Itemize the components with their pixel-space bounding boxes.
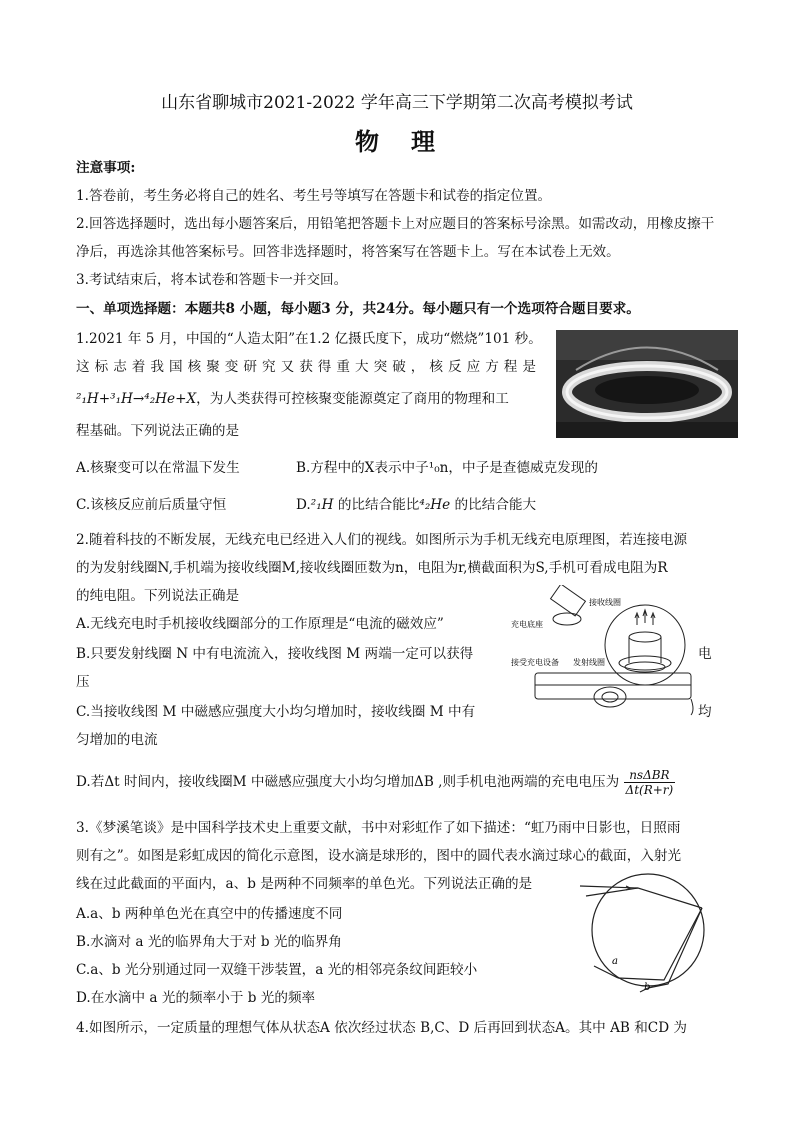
q2-d-fraction: $\frac{\text{nsΔBR}}{\Delta t(R+r)}$ xyxy=(625,768,674,797)
q1-line: 这 标 志 着 我 国 核 聚 变 研 究 又 获 得 重 大 突 破 ， 核 反 应 方 程 是 xyxy=(76,359,536,375)
label-receive-coil: 接收线圈 xyxy=(589,598,621,607)
label-receive-device: 接受充电设备 xyxy=(511,658,559,667)
label-charge-base: 充电底座 xyxy=(511,620,543,629)
exam-title: 山东省聊城市2021-2022 学年高三下学期第二次高考模拟考试 xyxy=(161,93,633,113)
q1-option-a: A.核聚变可以在常温下发生 xyxy=(76,460,240,476)
q2-line: 的纯电阻。下列说法正确是 xyxy=(76,588,240,604)
label-transmit-coil: 发射线圈 xyxy=(573,658,605,667)
q1-option-b: B.方程中的X表示中子¹₀n，中子是查德威克发现的 xyxy=(296,460,598,476)
q1-option-d: D.²₁H 的比结合能比⁴₂He 的比结合能大 xyxy=(296,497,537,513)
notice-item: 3.考试结束后，将本试卷和答题卡一并交回。 xyxy=(76,272,348,288)
section-heading: 一、单项选择题：本题共8 小题，每小题3 分，共24分。每小题只有一个选项符合题目要求。 xyxy=(76,301,640,317)
q2-line: 2.随着科技的不断发展，无线充电已经进入人们的视线。如图所示为手机无线充电原理图，若连接电源 xyxy=(76,532,688,548)
subject-title: 物 理 xyxy=(355,127,439,156)
q2-option-c: C.当接收线图 M 中磁感应强度大小均匀增加时，接收线圈 M 中有 xyxy=(76,704,476,720)
q4-line: 4.如图所示，一定质量的理想气体从状态A 依次经过状态 B,C、D 后再回到状态A。其中 AB 和CD 为 xyxy=(76,1020,688,1036)
label-a: a xyxy=(612,956,618,967)
q2-option-a: A.无线充电时手机接收线圈部分的工作原理是“电流的磁效应” xyxy=(76,616,444,632)
q2-option-c-tail: 均 xyxy=(698,704,712,720)
label-b: b xyxy=(644,982,651,993)
notice-item: 净后，再选涂其他答案标号。回答非选择题时，将答案写在答题卡上。写在本试卷上无效。 xyxy=(76,244,620,260)
q1-equation: ²₁H+³₁H→⁴₂He+X xyxy=(76,391,197,407)
wireless-charging-diagram xyxy=(505,585,695,725)
q3-line: 3.《梦溪笔谈》是中国科学技术史上重要文献，书中对彩虹作了如下描述：“虹乃雨中日影也，日照雨 xyxy=(76,820,681,836)
q3-option-d: D.在水滴中 a 光的频率小于 b 光的频率 xyxy=(76,990,316,1006)
q2-line: 的为发射线圈N,手机端为接收线圈M,接收线圈匝数为n，电阻为r,横截面积为S,手机可看成电阻为R xyxy=(76,560,668,576)
notice-item: 2.回答选择题时，选出每小题答案后，用铅笔把答题卡上对应题目的答案标号涂黑。如需改动，用橡皮擦干 xyxy=(76,216,715,232)
q3-line: 线在过此截面的平面内，a、b 是两种不同频率的单色光。下列说法正确的是 xyxy=(76,876,533,892)
q3-option-c: C.a、b 光分别通过同一双缝干涉装置，a 光的相邻亮条纹间距较小 xyxy=(76,962,478,978)
q1-line: ²₁H+³₁H→⁴₂He+X，为人类获得可控核聚变能源奠定了商用的物理和工 xyxy=(76,391,509,407)
q1-line: 1.2021 年 5 月，中国的“人造太阳”在1.2 亿摄氏度下，成功“燃烧”101 秒。 xyxy=(76,331,542,347)
q2-option-c-cont: 匀增加的电流 xyxy=(76,732,158,748)
q2-option-b: B.只要发射线圈 N 中有电流流入，接收线图 M 两端一定可以获得 xyxy=(76,646,474,662)
notice-item: 1.答卷前，考生务必将自己的姓名、考生号等填写在答题卡和试卷的指定位置。 xyxy=(76,188,552,204)
q2-option-b-cont: 压 xyxy=(76,674,90,690)
q1-line: 程基础。下列说法正确的是 xyxy=(76,423,240,439)
q2-option-d: D.若Δt 时间内，接收线圈M 中磁感应强度大小均匀增加ΔB ,则手机电池两端的充电电压为 $\frac{\text{nsΔBR}}{\Delta t(R+r)}$ xyxy=(76,768,674,797)
notice-heading: 注意事项: xyxy=(76,160,136,176)
q3-line: 则有之”。如图是彩虹成因的简化示意图，设水滴是球形的，图中的圆代表水滴过球心的截面，入射光 xyxy=(76,848,682,864)
rainbow-droplet-diagram xyxy=(578,868,718,994)
q1-option-c: C.该核反应前后质量守恒 xyxy=(76,497,227,513)
tokamak-photo xyxy=(556,330,738,438)
q3-option-a: A.a、b 两种单色光在真空中的传播速度不同 xyxy=(76,906,343,922)
q2-option-b-tail: 电 xyxy=(698,646,712,662)
q3-option-b: B.水滴对 a 光的临界角大于对 b 光的临界角 xyxy=(76,934,342,950)
